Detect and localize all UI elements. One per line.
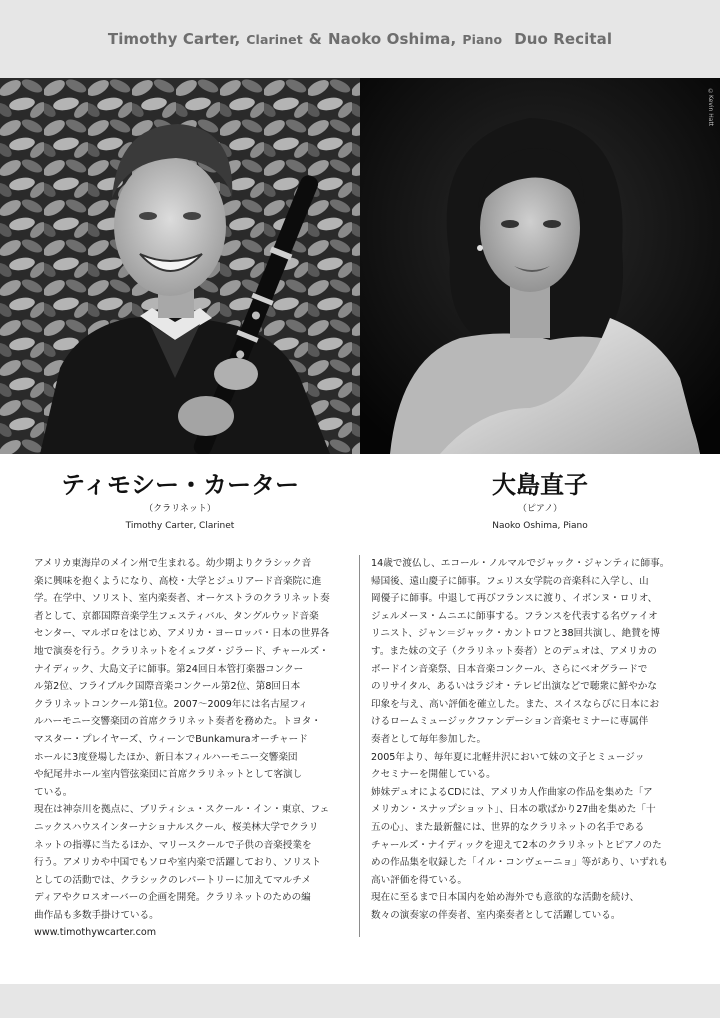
bio-line: クラリネットコンクール第1位。2007〜2009年には名古屋フィ [34,698,308,710]
header-name-carter: Timothy Carter, [107,30,241,48]
pianist-portrait [360,78,720,454]
name-jp-carter: ティモシー・カーター [60,470,300,499]
header-event-title: Duo Recital [514,30,613,48]
bio-line: 数々の演奏家の伴奏者、室内楽奏者として活躍している。 [371,909,621,921]
bio-line: アメリカ東海岸のメイン州で生まれる。幼少期よりクラシック音 [34,558,312,569]
photo-row [0,78,720,454]
role-jp-carter: （クラリネット） [144,504,216,514]
bio-line: ナイディック、大島文子に師事。第24回日本管打楽器コンクー [34,663,304,675]
header-instrument-clarinet: Clarinet [246,31,303,47]
name-block-carter [0,470,360,540]
header-ampersand: & [308,30,322,48]
bio-line: センター、マルボロをはじめ、アメリカ・ヨーロッパ・日本の世界各 [34,628,330,640]
bio-line: 現在に至るまで日本国内を始め海外でも意欲的な活動を続け、 [371,892,640,904]
photo-timothy-carter [0,78,360,454]
bio-line: 五の心」、また最新盤には、世界的なクラリネットの名手である [371,821,645,833]
bio-line: 現在は神奈川を拠点に、ブリティシュ・スクール・イン・東京、フェ [34,804,330,816]
bio-line: 曲作品も多数手掛けている。 [34,909,159,921]
name-block-oshima [360,470,720,540]
bio-line: 2005年より、毎年夏に北軽井沢において妹の文子とミュージッ [371,751,645,763]
bio-line: 行う。アメリカや中国でもソロや室内楽で活躍しており、ソリスト [34,857,321,869]
role-jp-oshima: （ピアノ） [517,504,563,514]
bio-carter [34,555,334,942]
bio-line: ニックスハウスインターナショナルスクール、桜美林大学でクラリ [34,821,319,833]
footer-band [0,984,720,1018]
bio-oshima [371,555,691,924]
bio-line: 奏者として毎年参加した。 [371,733,487,745]
bio-line: 帰国後、遠山慶子に師事。フェリス女学院の音楽科に入学し、山 [371,575,649,587]
bio-line: www.timothywcarter.com [34,927,157,939]
bio-line: クセミナーを開催している。 [371,769,496,781]
header-instrument-piano: Piano [462,31,503,47]
photo-naoko-oshima [360,78,720,454]
bio-line: ている。 [34,786,73,798]
bio-line: ディアやクロスオーバーの企画を開発。クラリネットのための編 [34,892,311,904]
bio-line: ルハーモニー交響楽団の首席クラリネット奏者を務めた。トヨタ・ [34,716,321,728]
bio-line: ボードイン音楽祭、日本音楽コンクール、さらにベオグラードで [371,663,648,675]
bio-line: ネットの指導に当たるほか、マリースクールで子供の音楽授業を [34,839,312,851]
biographies [0,555,720,939]
bio-line: す。また妹の文子（クラリネット奏者）とのデュオは、アメリカの [371,645,657,657]
bio-line: チャールズ・ナイディックを迎えて2本のクラリネットとピアノのた [371,839,662,851]
header-band [0,0,720,78]
bio-line: 岡優子に師事。中退して再びフランスに渡り、イボンヌ・ロリオ、 [371,593,658,605]
name-jp-oshima: 大島直子 [492,470,588,499]
header-name-oshima: Naoko Oshima, [327,30,457,48]
bio-line: ジェルメーヌ・ムニエに師事する。フランスを代表する名ヴァイオ [371,610,658,622]
names-row [0,470,720,540]
bio-line: めの作品集を収録した「イル・コンヴェーニョ」等があり、いずれも [371,857,669,869]
bio-line: リニスト、ジャン＝ジャック・カントロフと38回共演し、絶賛を博 [371,628,660,640]
name-en-oshima: Naoko Oshima, Piano [492,521,588,531]
bio-line: や紀尾井ホール室内管弦楽団に首席クラリネットとして客演し [34,769,303,781]
bio-line: 楽に興味を抱くようになり、高校・大学とジュリアード音楽院に進 [34,575,322,587]
name-en-carter: Timothy Carter, Clarinet [125,521,235,531]
bio-line: ル第2位、フライブルク国際音楽コンクール第2位、第8回日本 [34,681,301,693]
column-divider [359,555,360,937]
bio-line: 姉妹デュオによるCDには、アメリカ人作曲家の作品を集めた「ア [371,786,653,798]
bio-line: 学。在学中、ソリスト、室内楽奏者、オーケストラのクラリネット奏 [34,593,330,605]
bio-line: のリサイタル、あるいはラジオ・テレビ出演などで聴衆に鮮やかな [371,681,657,693]
bio-line: 14歳で渡仏し、エコール・ノルマルでジャック・ジャンティに師事。 [371,558,670,569]
bio-line: ホールに3度登場したほか、新日本フィルハーモニー交響楽団 [34,751,298,763]
bio-line: けるロームミュージックファンデーション音楽セミナーに専属伴 [371,716,649,728]
bio-line: マスター・プレイヤーズ、ウィーンでBunkamuraオーチャード [34,733,308,745]
bio-line: メリカン・スナップショット」、日本の歌ばかり27曲を集めた「十 [371,804,656,816]
clarinetist-portrait [0,78,360,454]
bio-line: 地で演奏を行う。クラリネットをイェフダ・ジラード、チャールズ・ [34,645,329,657]
bio-line: としての活動では、クラシックのレパートリーに加えてマルチメ [34,874,311,886]
photo-credit: ©Kevin Hatt [707,88,714,127]
bio-line: 者として、京都国際音楽学生フェスティバル、タングルウッド音楽 [34,610,319,622]
bio-line: 高い評価を得ている。 [371,874,467,886]
bio-line: 印象を与え、高い評価を確立した。また、スイスならびに日本にお [371,698,660,710]
